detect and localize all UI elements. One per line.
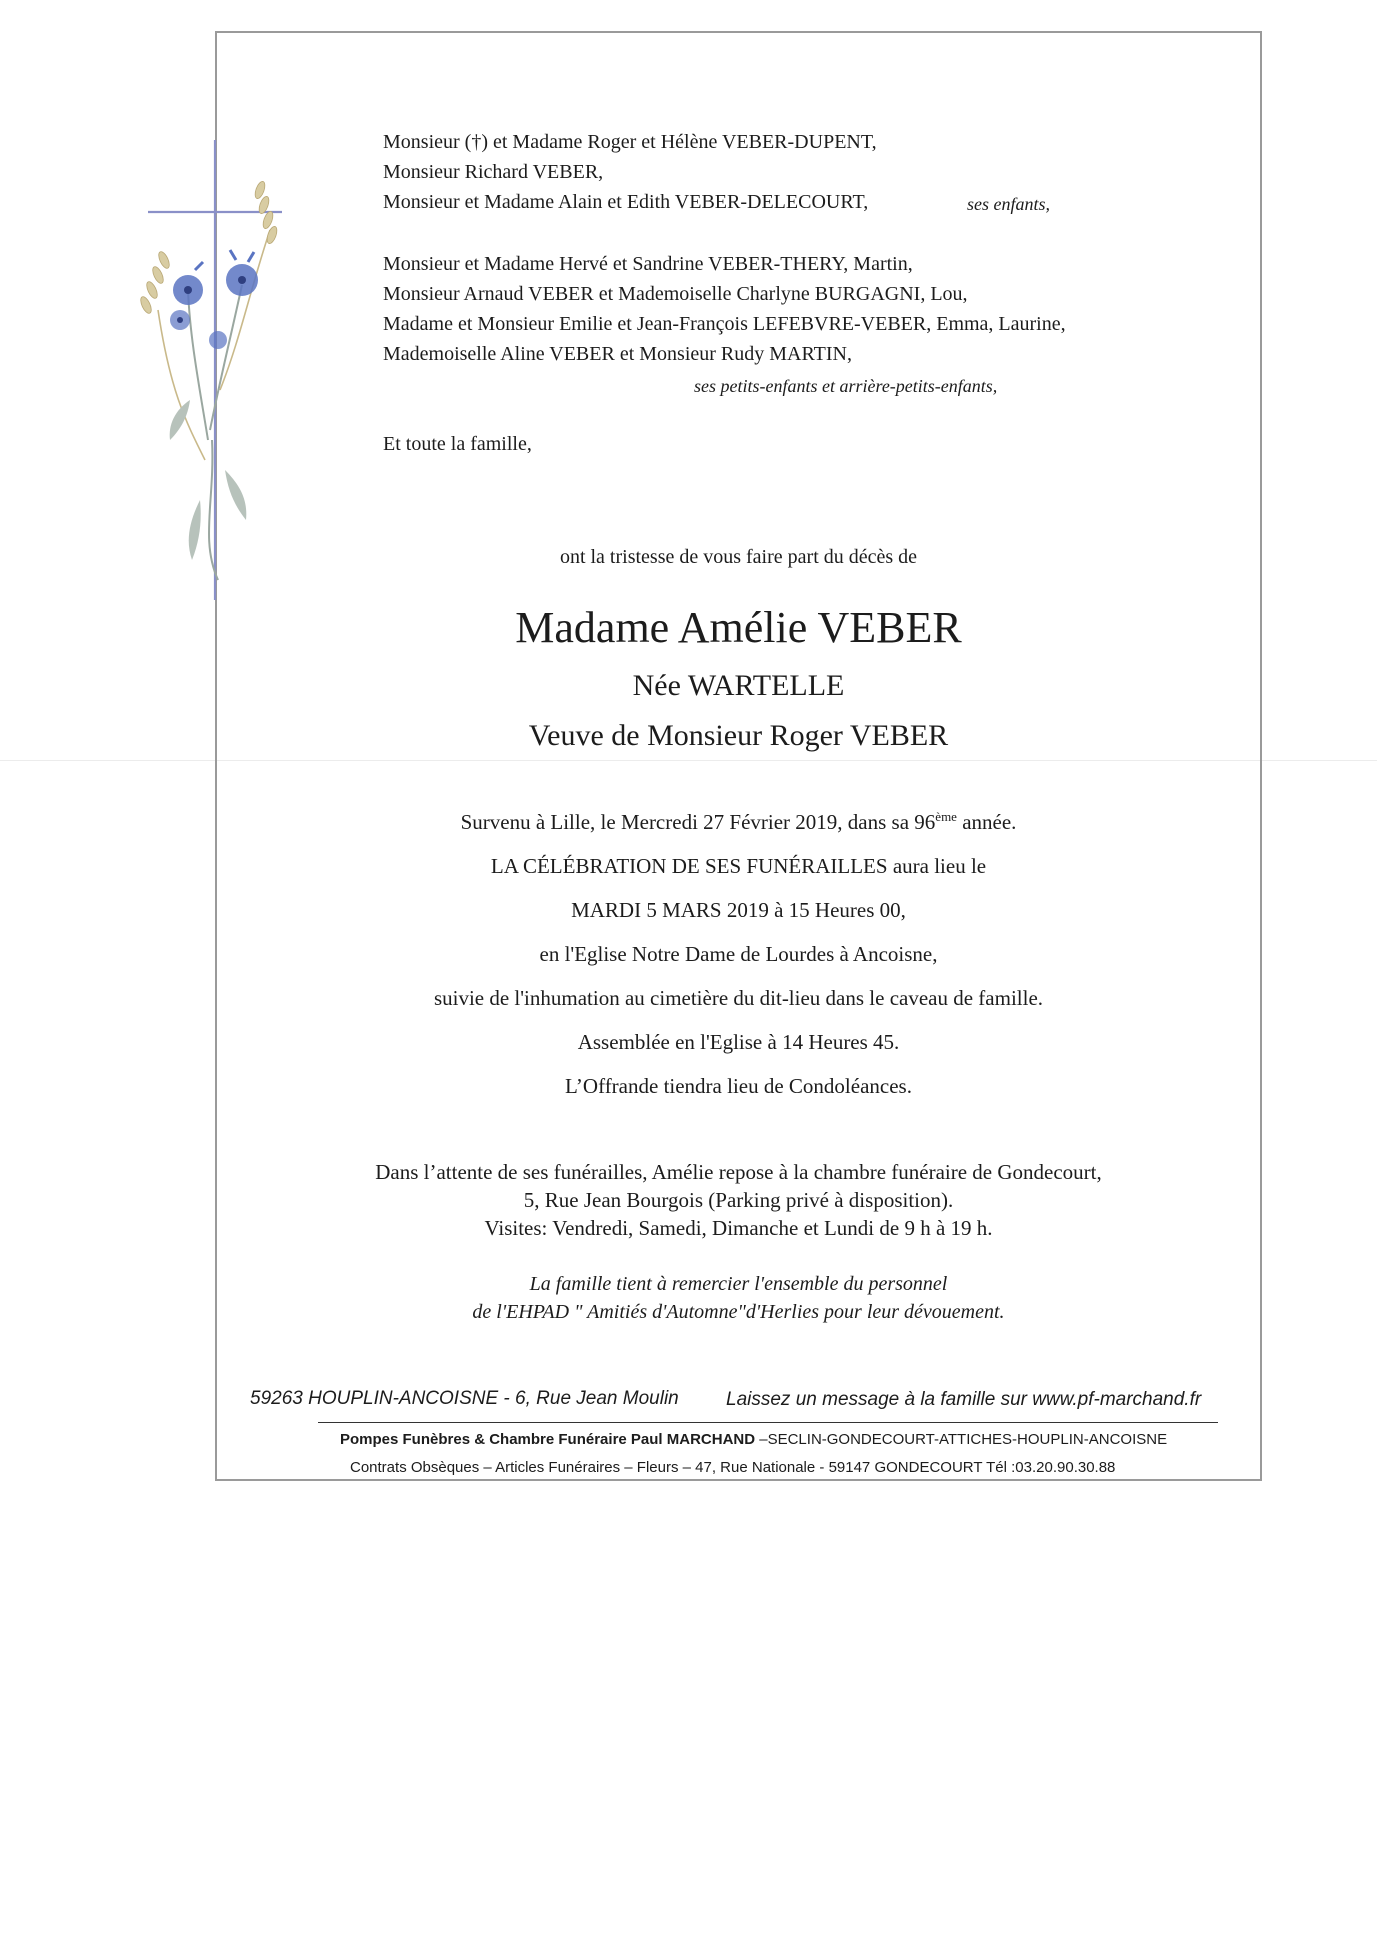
footer-services: Contrats Obsèques – Articles Funéraires – Fleurs – 47, Rue Nationale - 59147 GONDECOURT Tél :03.20.90.30.88 — [350, 1459, 1116, 1476]
cross-flowers-icon — [130, 140, 290, 610]
rest-info-line-2: 5, Rue Jean Bourgois (Parking privé à disposition). — [523, 1188, 954, 1212]
grandchildren-line-3: Madame et Monsieur Emilie et Jean-François LEFEBVRE-VEBER, Emma, Laurine, — [383, 313, 1066, 335]
family-line-1: Monsieur (†) et Madame Roger et Hélène VEBER-DUPENT, — [383, 131, 877, 153]
footer-company-name: Pompes Funèbres & Chambre Funéraire Paul MARCHAND — [340, 1431, 756, 1448]
family-line-3: Monsieur et Madame Alain et Edith VEBER-DELECOURT, — [383, 191, 869, 213]
footer-rule — [318, 1422, 1218, 1423]
grandchildren-role: ses petits-enfants et arrière-petits-enfants, — [694, 376, 998, 396]
deceased-name: Madame Amélie VEBER — [515, 603, 962, 652]
grandchildren-line-1: Monsieur et Madame Hervé et Sandrine VEBER-THERY, Martin, — [383, 253, 913, 275]
footer-address: 59263 HOUPLIN-ANCOISNE - 6, Rue Jean Moulin — [250, 1388, 679, 1409]
maiden-name: Née WARTELLE — [632, 669, 845, 702]
announcement-intro: ont la tristesse de vous faire part du décès de — [559, 546, 918, 568]
family-line-2: Monsieur Richard VEBER, — [383, 161, 604, 183]
grandchildren-line-4: Mademoiselle Aline VEBER et Monsieur Rudy MARTIN, — [383, 343, 852, 365]
death-info-sup: ème — [935, 809, 957, 824]
ceremony-date: MARDI 5 MARS 2019 à 15 Heures 00, — [571, 898, 906, 922]
rest-info-line-1: Dans l’attente de ses funérailles, Amélie repose à la chambre funéraire de Gondecourt, — [375, 1160, 1102, 1184]
thanks-line-2: de l'EHPAD " Amitiés d'Automne"d'Herlies pour leur dévouement. — [472, 1301, 1005, 1323]
thanks-line-1: La famille tient à remercier l'ensemble du personnel — [529, 1273, 948, 1295]
footer-company-towns: –SECLIN-GONDECOURT-ATTICHES-HOUPLIN-ANCOISNE — [755, 1431, 1168, 1448]
death-info-text: Survenu à Lille, le Mercredi 27 Février 2019, dans sa 96 — [460, 810, 936, 834]
footer-company — [340, 1430, 1167, 1450]
ceremony-place: en l'Eglise Notre Dame de Lourdes à Ancoisne, — [539, 942, 938, 966]
rest-info-line-3: Visites: Vendredi, Samedi, Dimanche et Lundi de 9 h à 19 h. — [484, 1216, 993, 1240]
assembly-line: Assemblée en l'Eglise à 14 Heures 45. — [577, 1030, 900, 1054]
death-info — [215, 809, 1262, 835]
children-role: ses enfants, — [967, 194, 1050, 214]
burial-line: suivie de l'inhumation au cimetière du dit-lieu dans le caveau de famille. — [433, 986, 1044, 1010]
death-info-end: année. — [956, 810, 1017, 834]
rest-of-family: Et toute la famille, — [383, 433, 532, 455]
footer-message: Laissez un message à la famille sur www.pf-marchand.fr — [726, 1389, 1202, 1410]
grandchildren-line-2: Monsieur Arnaud VEBER et Mademoiselle Charlyne BURGAGNI, Lou, — [383, 283, 968, 305]
ceremony-line: LA CÉLÉBRATION DE SES FUNÉRAILLES aura lieu le — [490, 854, 987, 878]
widow-of: Veuve de Monsieur Roger VEBER — [528, 719, 949, 752]
offering-line: L’Offrande tiendra lieu de Condoléances. — [565, 1074, 912, 1098]
notice-frame — [215, 31, 1262, 1481]
